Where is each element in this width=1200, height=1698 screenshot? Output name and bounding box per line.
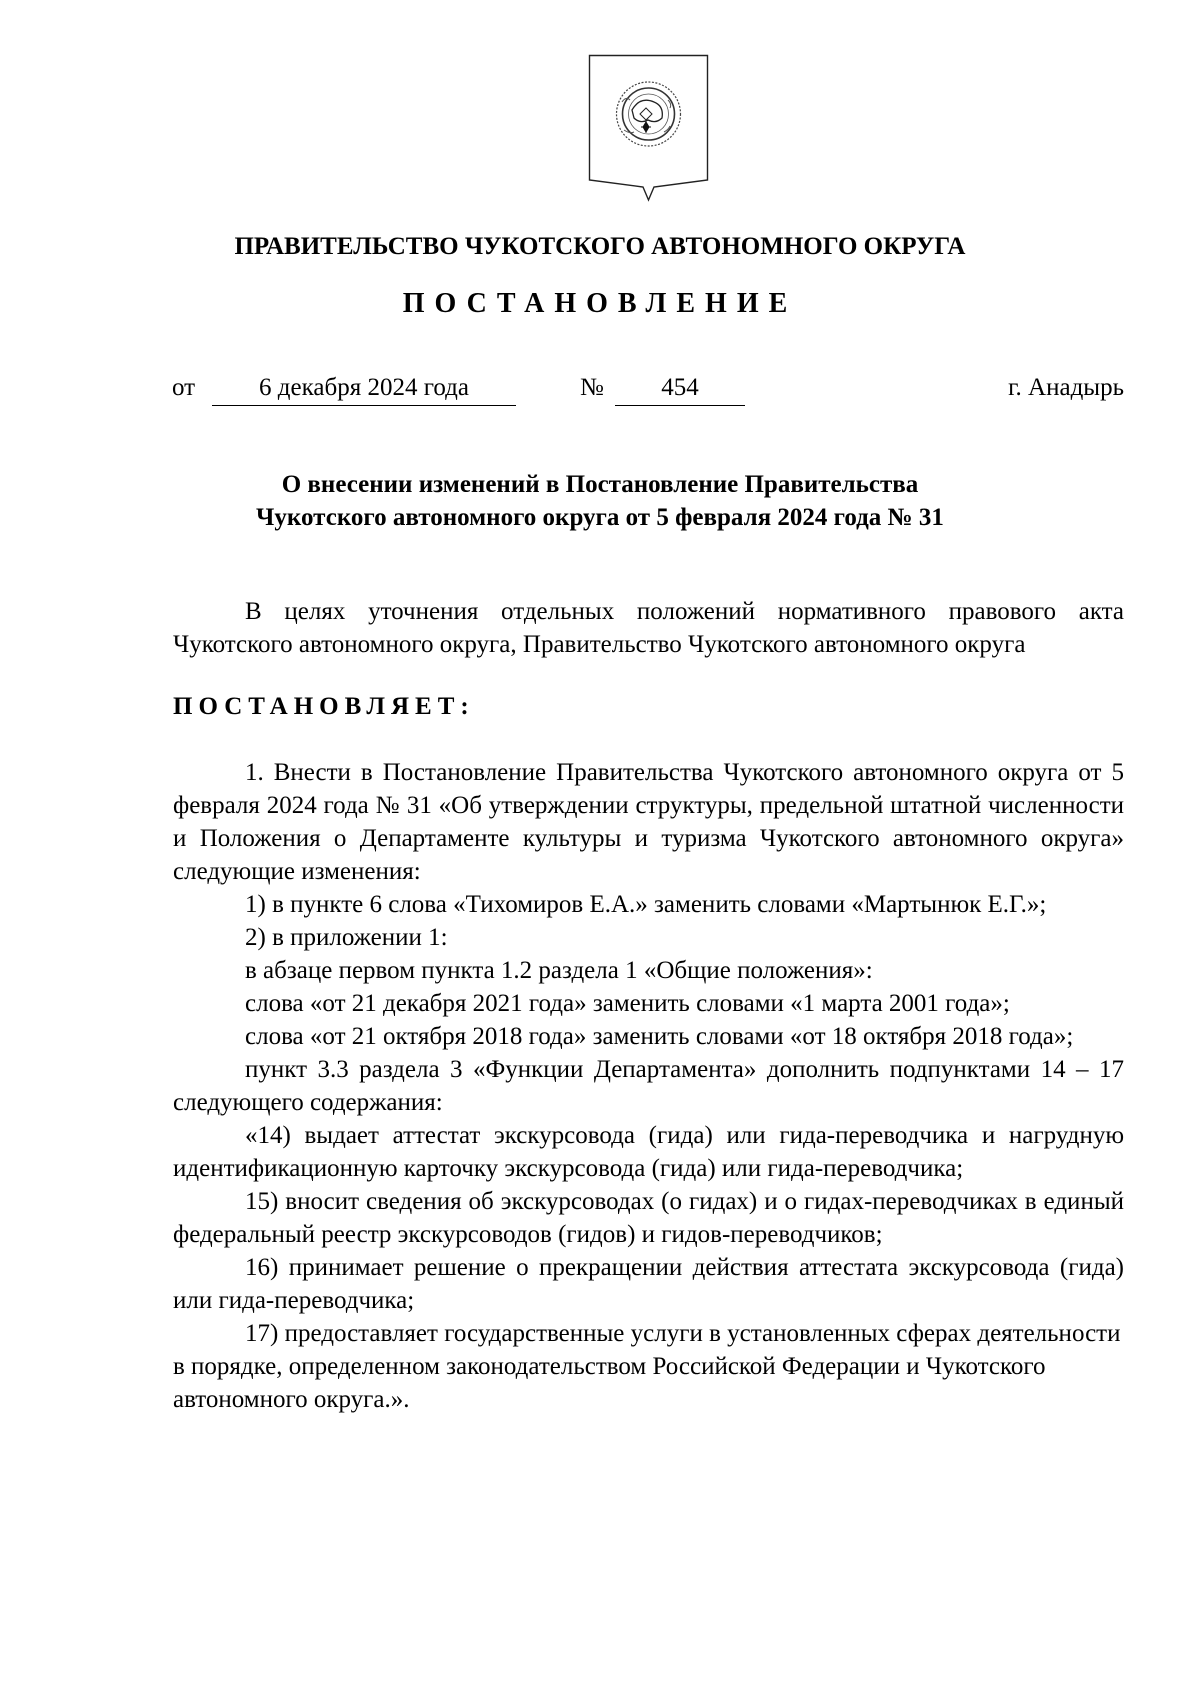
decree-word: ПОСТАНОВЛЯЕТ:	[173, 693, 475, 720]
document-body	[173, 595, 1124, 1416]
clause-paragraph: 16) принимает решение о прекращении действия аттестата экскурсовода (гида) или гида-переводчика;	[173, 1254, 1124, 1314]
coat-of-arms-icon	[588, 54, 709, 204]
document-type-heading: ПОСТАНОВЛЕНИЕ	[402, 288, 798, 319]
clause-paragraph: 1. Внести в Постановление Правительства Чукотского автономного округа от 5 февраля 2024 года № 31 «Об утверждении структуры, предельной штатной численности и Положения о Департаменте культуры и туризма Чукотского автономного округа» следующие изменения:	[173, 759, 1124, 885]
clause-paragraph: «14) выдает аттестат экскурсовода (гида) или гида-переводчика и нагрудную идентификационную карточку экскурсовода (гида) или гида-переводчика;	[173, 1122, 1124, 1182]
document-city: г. Анадырь	[1008, 374, 1124, 401]
document-meta-line	[0, 371, 1200, 411]
document-number: 454	[615, 371, 745, 406]
clause-paragraph: 17) предоставляет государственные услуги в установленных сферах деятельности в порядке, определенном законодательством Российской Федерации и Чукотского автономного округа.».	[173, 1320, 1121, 1413]
clause-paragraph: в абзаце первом пункта 1.2 раздела 1 «Общие положения»:	[245, 957, 873, 984]
clause-paragraph: 15) вносит сведения об экскурсоводах (о гидах) и о гидах-переводчиках в единый федеральный реестр экскурсоводов (гидов) и гидов-переводчиков;	[173, 1188, 1124, 1248]
clause-paragraph: слова «от 21 декабря 2021 года» заменить словами «1 марта 2001 года»;	[245, 990, 1010, 1017]
subject-line-2: Чукотского автономного округа от 5 февраля 2024 года № 31	[256, 504, 944, 531]
clause-paragraph: 1) в пункте 6 слова «Тихомиров Е.А.» заменить словами «Мартынюк Е.Г.»;	[245, 891, 1047, 918]
document-date: 6 декабря 2024 года	[212, 371, 516, 406]
document-subject	[0, 468, 1200, 534]
clause-paragraph: 2) в приложении 1:	[245, 924, 448, 951]
preamble-paragraph: В целях уточнения отдельных положений нормативного правового акта Чукотского автономного округа, Правительство Чукотского автономного округа	[173, 598, 1124, 658]
organization-title: ПРАВИТЕЛЬСТВО ЧУКОТСКОГО АВТОНОМНОГО ОКРУГА	[234, 233, 966, 260]
number-label: №	[580, 374, 604, 401]
date-label: от	[172, 374, 196, 401]
clause-paragraph: слова «от 21 октября 2018 года» заменить словами «от 18 октября 2018 года»;	[245, 1023, 1074, 1050]
subject-line-1: О внесении изменений в Постановление Правительства	[281, 471, 919, 498]
clause-paragraph: пункт 3.3 раздела 3 «Функции Департамента» дополнить подпунктами 14 – 17 следующего содержания:	[173, 1056, 1124, 1116]
